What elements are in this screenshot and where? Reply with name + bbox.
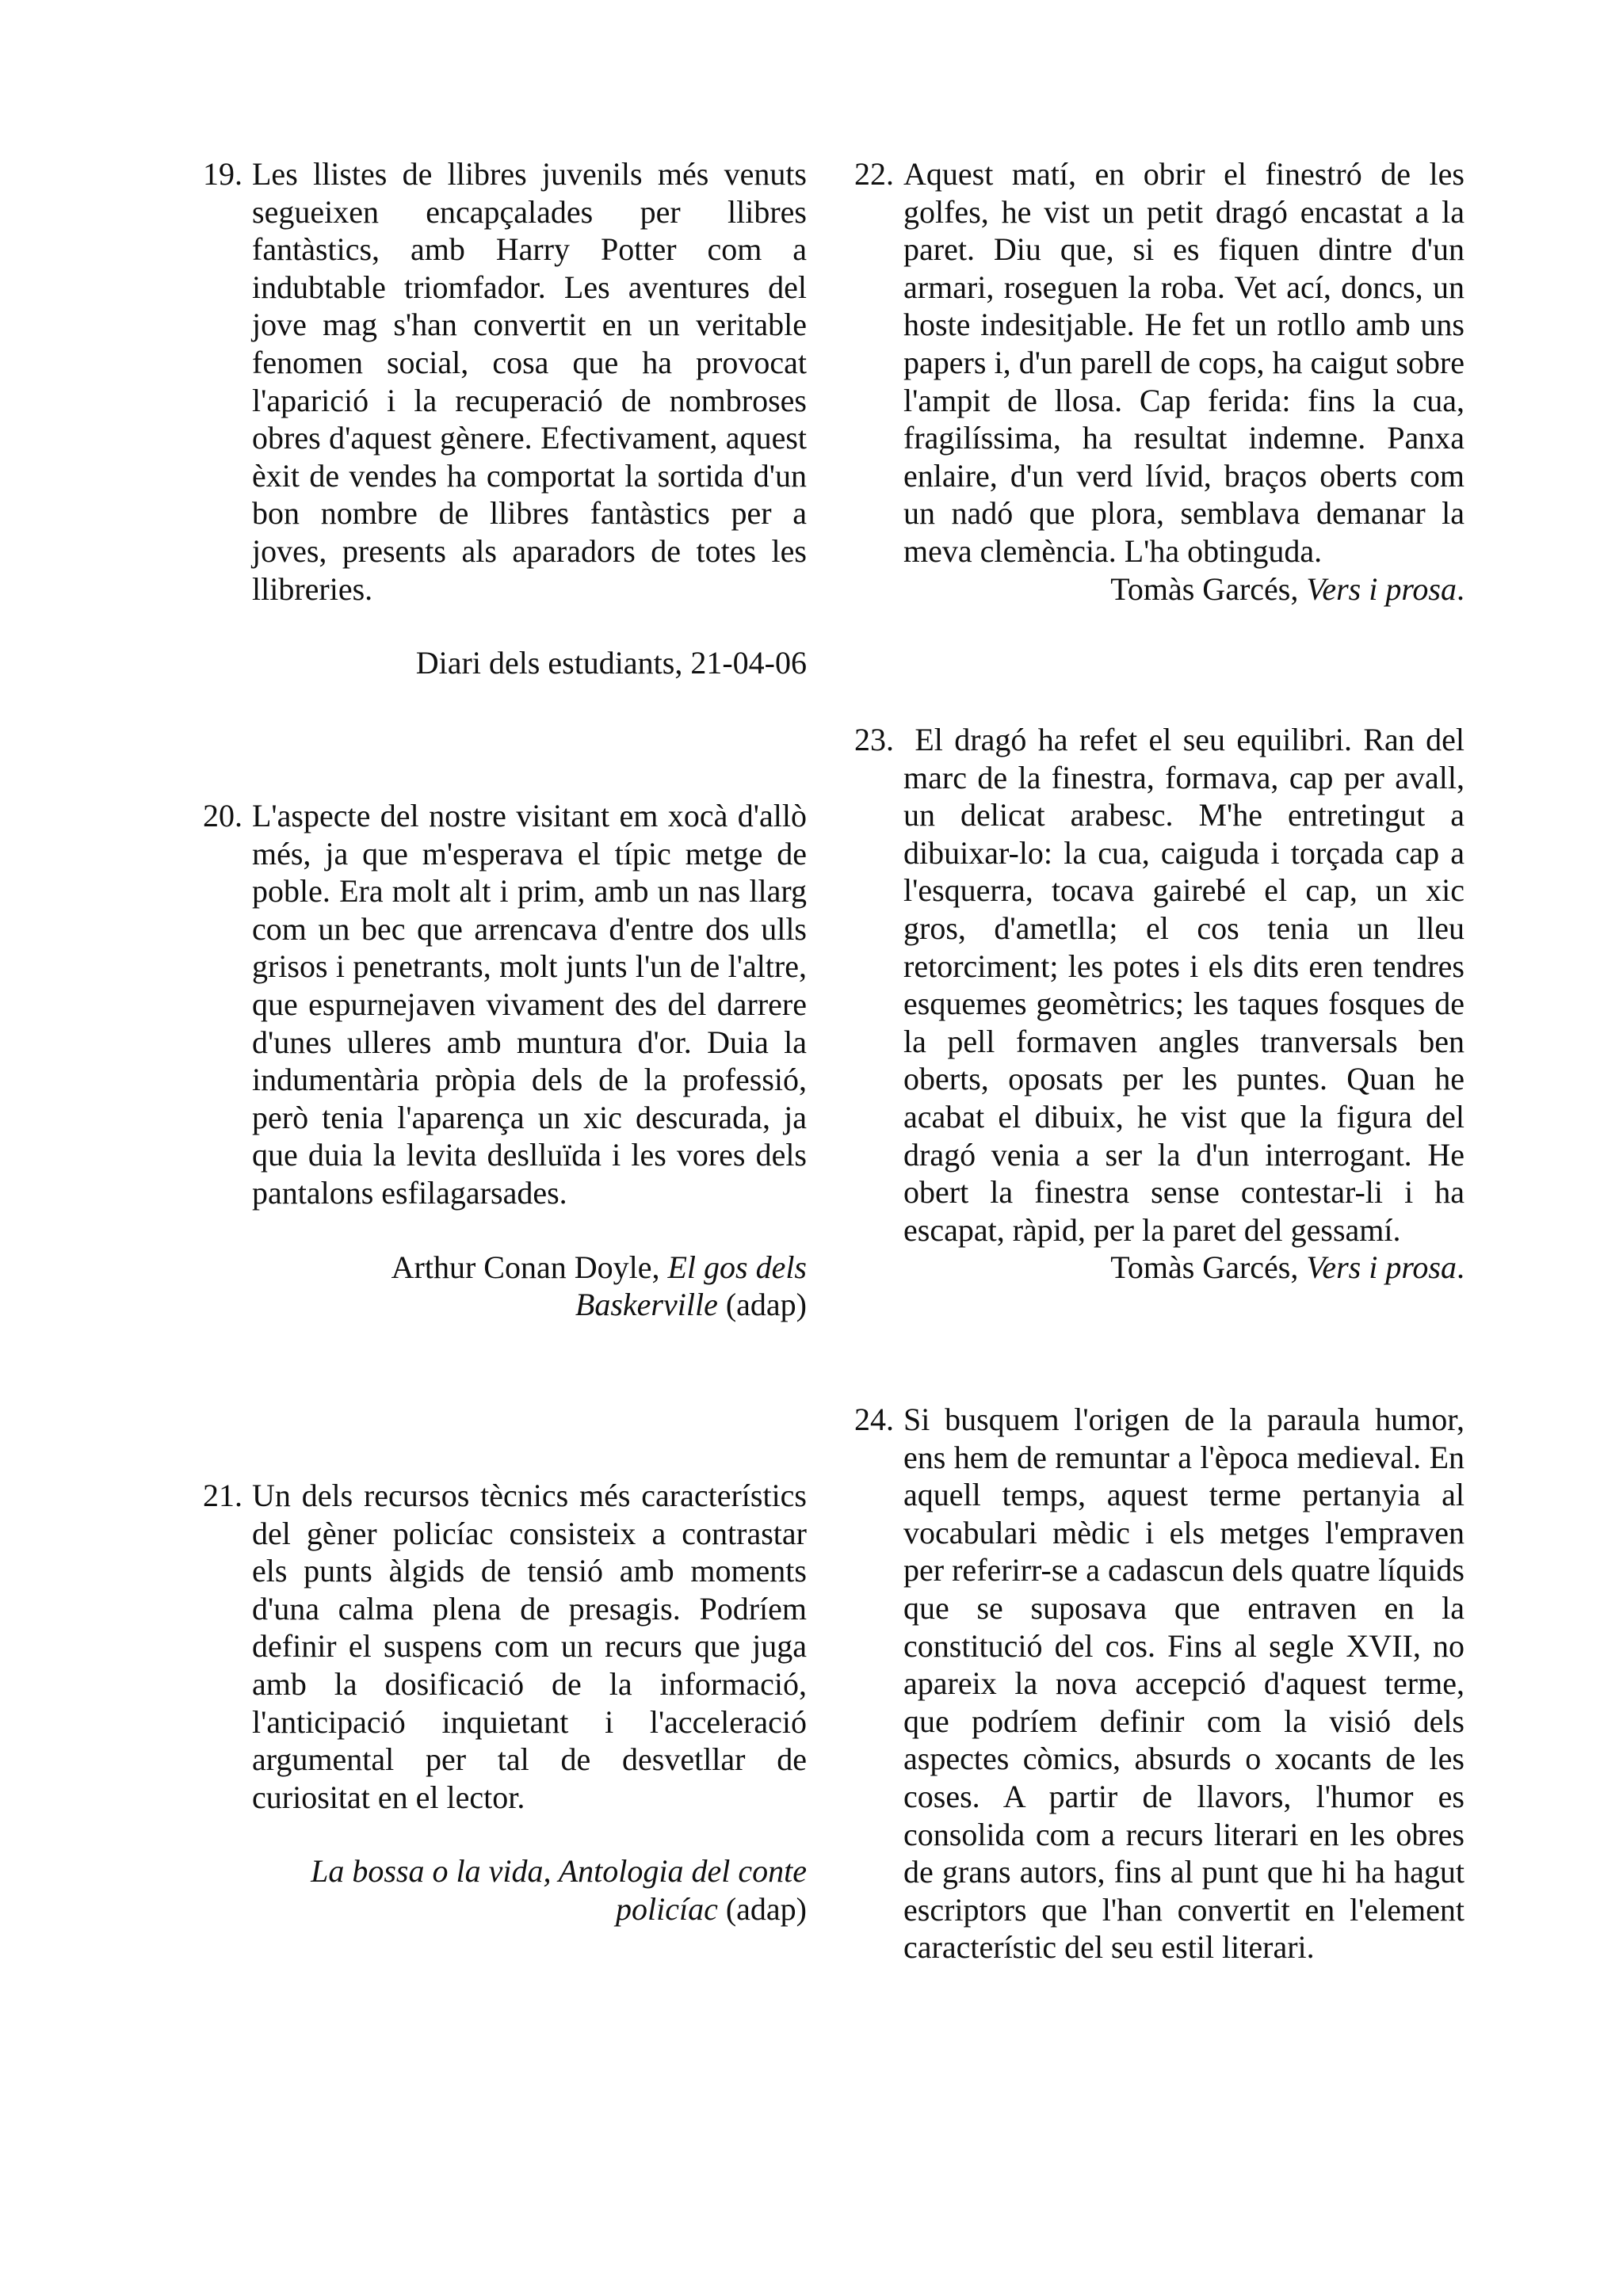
source-citation: Diari dels estudiants, 21-04-06 (415, 645, 807, 681)
item-source (903, 1249, 1465, 1287)
source-title-part-2: policíac (615, 1890, 718, 1927)
source-author: Arthur Conan Doyle, (391, 1249, 668, 1285)
item-text: El dragó ha refet el seu equilibri. Ran del marc de la finestra, formava, cap per avall, un delicat arabesc. M'he entretingut a dibuixar-lo: la cua, caiguda i torçada cap a l'esquerra, tocava gairebé el cap, un xic gros, d'ametlla; el cos tenia un lleu retorciment; les potes i els dits eren tendres esquemes geomètrics; les taques fosques de la pell formaven angles tranversals ben oberts, oposats per les puntes. Quan he acabat el dibuix, he vist que la figura del dragó venia a ser la d'un interrogant. He obert la finestra sense contestar-li i ha escapat, ràpid, per la paret del gessamí. (903, 722, 1472, 1248)
item-source (252, 1249, 807, 1324)
item-body (252, 155, 807, 608)
text-item-20 (203, 797, 807, 1324)
item-text: Un dels recursos tècnics més característics del gèner policíac consisteix a contrastar els punts àlgids de tensió amb moments d'una calma plena de presagis. Podríem definir el suspens com un recurs que juga amb la dosificació de la informació, l'anticipació inquietant i l'acceleració argumental per tal de desvetllar de curiositat en el lector. (252, 1478, 807, 1815)
text-item-19 (203, 155, 807, 682)
item-text: Les llistes de llibres juvenils més venuts segueixen encapçalades per llibres fantàstics, amb Harry Potter com a indubtable triomfador. Les aventures del jove mag s'han convertit en un veritable fenomen social, cosa que ha provocat l'aparició i la recuperació de nombroses obres d'aquest gènere. Efectivament, aquest èxit de vendes ha comportat la sortida d'un bon nombre de llibres fantàstics per a joves, presents als aparadors de totes les llibreries. (252, 156, 807, 607)
item-number: 21. (203, 1478, 242, 1513)
item-body (903, 721, 1472, 1249)
text-item-22 (854, 155, 1465, 608)
item-text: L'aspecte del nostre visitant em xocà d'allò més, ja que m'esperava el típic metge de poble. Era molt alt i prim, amb un nas llarg com un bec que arrencava d'entre dos ulls grisos i penetrants, molt junts l'un de l'altre, que espurnejaven vivament des del darrere d'unes ulleres amb muntura d'or. Duia la indumentària pròpia dels de la professió, però tenia l'aparença un xic descurada, ja que duia la levita deslluïda i les vores dels pantalons esfilagarsades. (252, 798, 807, 1211)
source-line-2 (252, 1286, 807, 1324)
item-text: Si busquem l'origen de la paraula humor, ens hem de remuntar a l'època medieval. En aquell temps, aquest terme pertanyia al vocabulari mèdic i els metges l'empraven per referirr-se a cadascun dels quatre líquids que se suposava que entraven en la constitució del cos. Fins al segle XVII, no apareix la nova accepció d'aquest terme, que podríem definir com la visió dels aspectes còmics, absurds o xocants de les coses. A partir de llavors, l'humor es consolida com a recurs literari en les obres de grans autors, fins al punt que hi ha hagut escriptors que l'han convertit en l'element característic del seu estil literari. (903, 1402, 1465, 1966)
source-end: . (1457, 1249, 1465, 1286)
item-source (903, 570, 1465, 608)
source-end: . (1457, 570, 1465, 607)
item-number: 23. (854, 722, 894, 757)
source-line-2 (252, 1890, 807, 1928)
source-author: Tomàs Garcés, (1110, 1249, 1307, 1286)
text-item-24 (854, 1401, 1465, 1966)
item-number: 22. (854, 156, 894, 192)
source-note: (adap) (717, 1287, 807, 1323)
source-line-1 (252, 1852, 807, 1890)
item-source (252, 644, 807, 682)
source-note: (adap) (717, 1890, 807, 1927)
item-text: Aquest matí, en obrir el finestró de les golfes, he vist un petit dragó encastat a la paret. Diu que, si es fiquen dintre d'un armari, roseguen la roba. Vet ací, doncs, un hoste indesitjable. He fet un rotllo amb uns papers i, d'un parell de cops, ha caigut sobre l'ampit de llosa. Cap ferida: fins la cua, fragilíssima, ha resultat indemne. Panxa enlaire, d'un verd lívid, braços oberts com un nadó que plora, semblava demanar la meva clemència. L'ha obtinguda. (903, 156, 1465, 569)
item-body (252, 1477, 807, 1816)
source-title-part-1: La bossa o la vida, Antologia del conte (311, 1853, 807, 1890)
item-number: 20. (203, 798, 242, 833)
text-item-23 (854, 721, 1472, 1287)
item-number: 24. (854, 1402, 894, 1437)
source-title-part-2: Baskerville (575, 1287, 718, 1323)
source-title: Vers i prosa (1306, 570, 1457, 607)
source-title: Vers i prosa (1306, 1249, 1457, 1286)
item-body (252, 797, 807, 1212)
item-body (903, 155, 1465, 570)
item-body (903, 1401, 1465, 1966)
source-line-1 (252, 1249, 807, 1287)
source-title-part-1: El gos dels (667, 1249, 807, 1285)
item-number: 19. (203, 156, 242, 192)
text-item-21 (203, 1477, 807, 1928)
source-author: Tomàs Garcés, (1110, 570, 1307, 607)
item-source (252, 1852, 807, 1928)
